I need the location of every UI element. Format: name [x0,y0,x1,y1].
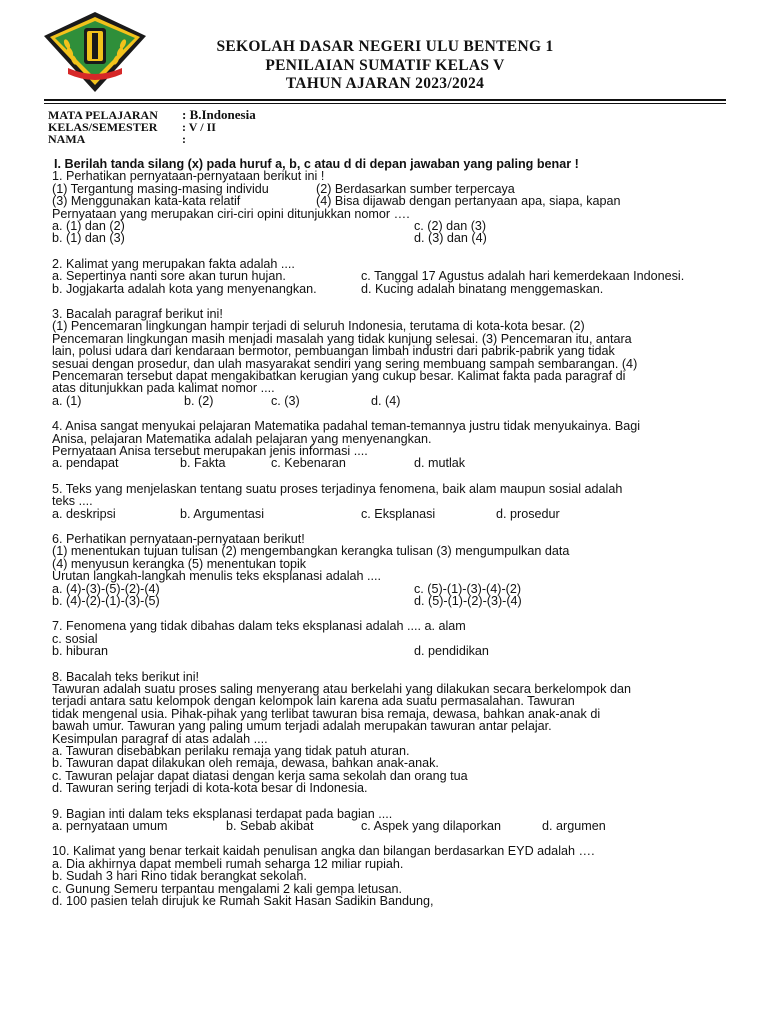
q1-stem: 1. Perhatikan pernyataan-pernyataan berikut ini ! [52,169,325,184]
q4-line: 4. Anisa sangat menyukai pelajaran Matematika padahal teman-temannya justru tidak menyukainya. Bagi [52,419,641,434]
question-2 [52,258,732,295]
q4-line: Pernyataan Anisa tersebut merupakan jenis informasi .... [52,444,368,459]
q3-line: atas ditunjukkan pada kalimat nomor .... [52,381,275,396]
q6-option-b[interactable]: b. (4)-(2)-(1)-(3)-(5) [52,594,160,609]
question-9 [52,808,732,833]
q5-line: 5. Teks yang menjelaskan tentang suatu proses terjadinya fenomena, baik alam maupun sosial adalah [52,481,623,496]
name-value: : [182,132,186,146]
q9-option-d[interactable]: d. argumen [542,819,606,834]
q4-option-b[interactable]: b. Fakta [180,456,226,471]
q10-option-a[interactable]: a. Dia akhirnya dapat membeli rumah seharga 12 miliar rupiah. [52,856,404,871]
q6-line: (1) menentukan tujuan tulisan (2) mengembangkan kerangka tulisan (3) mengumpulkan data [52,544,570,559]
header-divider-thin [44,103,726,104]
q2-option-c[interactable]: c. Tanggal 17 Agustus adalah hari kemerdekaan Indonesi. [361,269,685,284]
q8-option-c[interactable]: c. Tawuran pelajar dapat diatasi dengan kerja sama sekolah dan orang tua [52,768,468,783]
q8-option-a[interactable]: a. Tawuran disebabkan perilaku remaja yang tidak patuh aturan. [52,744,410,759]
q3-line: (1) Pencemaran lingkungan hampir terjadi di seluruh Indonesia, terutama di kota-kota besar. (2) [52,319,585,334]
q8-option-b[interactable]: b. Tawuran dapat dilakukan oleh remaja, dewasa, bahkan anak-anak. [52,756,439,771]
question-10 [52,845,732,907]
q3-option-a[interactable]: a. (1) [52,393,82,408]
q6-option-d[interactable]: d. (5)-(1)-(2)-(3)-(4) [414,594,522,609]
q8-stem: 8. Bacalah teks berikut ini! [52,669,200,684]
q5-option-a[interactable]: a. deskripsi [52,506,116,521]
q5-option-c[interactable]: c. Eksplanasi [361,506,436,521]
q6-option-a[interactable]: a. (4)-(3)-(5)-(2)-(4) [52,581,160,596]
q1-s3: (3) Menggunakan kata-kata relatif [52,194,241,209]
q6-prompt: Urutan langkah-langkah menulis teks eksplanasi adalah .... [52,569,382,584]
q10-option-b[interactable]: b. Sudah 3 hari Rino tidak berangkat sekolah. [52,869,307,884]
question-1 [52,170,732,244]
q4-option-c[interactable]: c. Kebenaran [271,456,346,471]
q3-option-b[interactable]: b. (2) [184,393,214,408]
q6-line: (4) menyusun kerangka (5) menentukan topik [52,556,307,571]
question-list [52,158,732,921]
q1-s2: (2) Berdasarkan sumber terpercaya [316,181,515,196]
q2-option-d[interactable]: d. Kucing adalah binatang menggemaskan. [361,281,604,296]
school-name: SEKOLAH DASAR NEGERI ULU BENTENG 1 [216,38,554,55]
q1-option-a[interactable]: a. (1) dan (2) [52,219,125,233]
q1-s1: (1) Tergantung masing-masing individu [52,181,269,196]
q3-line: Pencemaran tersebut dapat mengakibatkan kerugian yang cukup besar. Kalimat fakta pada paragraf di [52,369,626,383]
q8-prompt: Kesimpulan paragraf di atas adalah .... [52,731,268,746]
q7-option-c[interactable]: c. sosial [52,631,98,646]
q7-line: 7. Fenomena yang tidak dibahas dalam teks eksplanasi adalah .... a. alam [52,619,466,634]
q5-option-b[interactable]: b. Argumentasi [180,506,265,521]
q10-option-c[interactable]: c. Gunung Semeru terpantau mengalami 2 kali gempa letusan. [52,881,403,896]
class-label: KELAS/SEMESTER [48,120,158,134]
q1-option-c[interactable]: c. (2) dan (3) [414,219,487,233]
exam-title: PENILAIAN SUMATIF KELAS V [265,57,505,74]
question-3 [52,308,732,407]
q1-option-b[interactable]: b. (1) dan (3) [52,231,125,246]
q4-option-d[interactable]: d. mutlak [414,456,466,471]
question-6 [52,533,732,607]
q3-line: sesuai dengan prosedur, dan ulah masyarakat sendiri yang sering membuang sampah sembarangan. (4) [52,356,638,371]
school-logo [40,10,150,94]
q3-option-c[interactable]: c. (3) [271,393,300,408]
question-5 [52,483,732,520]
q6-option-c[interactable]: c. (5)-(1)-(3)-(4)-(2) [414,581,522,596]
q9-option-c[interactable]: c. Aspek yang dilaporkan [361,819,502,834]
q3-line: Pencemaran lingkungan masih menjadi masalah yang tidak kunjung selesai. (3) Pencemaran itu, antara [52,331,632,346]
q2-option-a[interactable]: a. Sepertinya nanti sore akan turun hujan. [52,269,286,284]
subject-value: : B.Indonesia [182,107,256,122]
question-8 [52,671,732,795]
q3-line: lain, polusi udara dari kendaraan bermotor, pembuangan limbah industri dari pabrik-pabrik yang tidak [52,344,615,359]
q6-stem: 6. Perhatikan pernyataan-pernyataan berikut! [52,532,305,547]
q8-line: tidak mengenal usia. Pihak-pihak yang terlibat tawuran bisa remaja, dewasa, bahkan anak-anak di [52,706,601,721]
q10-stem: 10. Kalimat yang benar terkait kaidah penulisan angka dan bilangan berdasarkan EYD adalah …. [52,844,595,859]
q8-line: bawah umur. Tawuran yang paling umum terjadi adalah merupakan tawuran antar pelajar. [52,719,552,734]
question-4 [52,420,732,470]
q8-line: Tawuran adalah suatu proses saling menyerang atau berkelahi yang dilakukan secara berkelompok dan [52,682,631,697]
header-divider [44,99,726,101]
q1-s4: (4) Bisa dijawab dengan pertanyaan apa, siapa, kapan [316,194,621,209]
q9-option-a[interactable]: a. pernyataan umum [52,819,168,834]
q3-stem: 3. Bacalah paragraf berikut ini! [52,306,223,321]
name-label: NAMA [48,132,86,146]
q5-line: teks .... [52,494,93,509]
q8-option-d[interactable]: d. Tawuran sering terjadi di kota-kota besar di Indonesia. [52,781,368,796]
q5-option-d[interactable]: d. prosedur [496,506,560,521]
class-value: : V / II [182,120,216,134]
q2-stem: 2. Kalimat yang merupakan fakta adalah .... [52,256,295,271]
subject-label: MATA PELAJARAN [48,108,158,122]
q9-option-b[interactable]: b. Sebab akibat [226,819,314,834]
q4-line: Anisa, pelajaran Matematika adalah pelajaran yang menyenangkan. [52,431,432,446]
academic-year: TAHUN AJARAN 2023/2024 [285,75,485,92]
q3-option-d[interactable]: d. (4) [371,393,401,408]
question-7 [52,620,732,657]
q7-option-b[interactable]: b. hiburan [52,644,109,659]
q7-option-d[interactable]: d. pendidikan [414,644,489,659]
q1-prompt: Pernyataan yang merupakan ciri-ciri opini ditunjukkan nomor …. [52,206,410,221]
q2-option-b[interactable]: b. Jogjakarta adalah kota yang menyenangkan. [52,281,317,296]
q8-line: terjadi antara satu kelompok dengan kelompok lain karena ada suatu permasalahan. Tawuran [52,694,575,709]
q1-option-d[interactable]: d. (3) dan (4) [414,231,487,246]
q10-option-d[interactable]: d. 100 pasien telah dirujuk ke Rumah Sakit Hasan Sadikin Bandung, [52,894,434,909]
instruction: I. Berilah tanda silang (x) pada huruf a, b, c atau d di depan jawaban yang paling benar ! [54,157,579,171]
q9-stem: 9. Bagian inti dalam teks eksplanasi terdapat pada bagian .... [52,806,393,821]
q4-option-a[interactable]: a. pendapat [52,456,119,471]
